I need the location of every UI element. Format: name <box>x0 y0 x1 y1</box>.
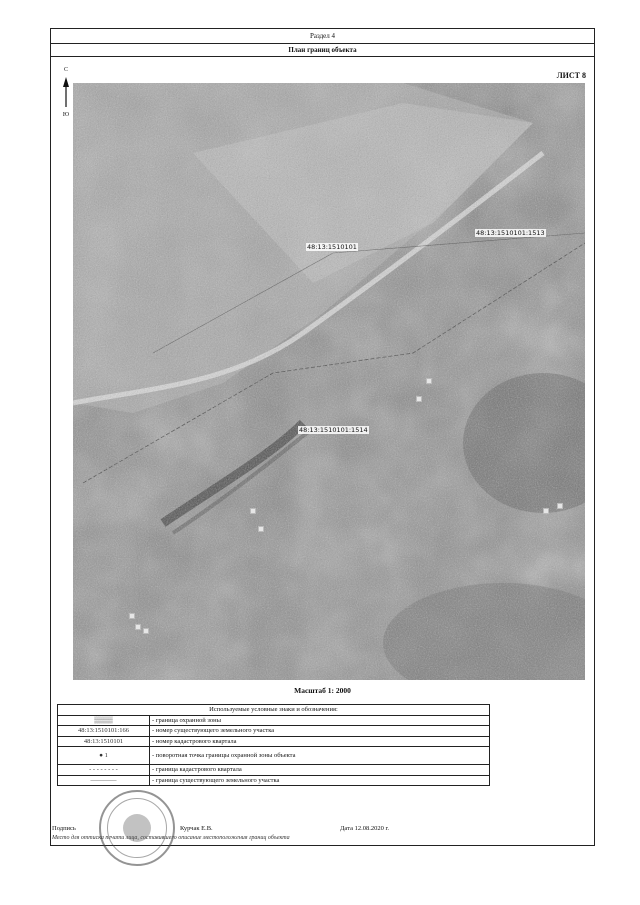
legend-desc: - поворотная точка границы охранной зоны объекта <box>150 747 490 765</box>
north-arrow-icon <box>59 67 73 137</box>
legend-symbol-zone: ▒▒▒▒ <box>58 715 150 726</box>
document-frame <box>50 28 595 846</box>
legend-table <box>57 704 490 786</box>
boundary-point <box>135 624 141 630</box>
legend-row <box>58 715 490 726</box>
boundary-point <box>543 508 549 514</box>
sheet-label: ЛИСТ 8 <box>556 71 586 80</box>
orthophoto-map <box>73 83 585 680</box>
north-label: С <box>63 67 68 73</box>
legend-desc: - граница охранной зоны <box>150 715 490 726</box>
south-label: Ю <box>62 112 70 118</box>
boundary-point <box>426 378 432 384</box>
signature-label: Подпись <box>52 825 76 832</box>
signature-date: Дата 12.08.2020 г. <box>340 825 390 832</box>
legend-desc: - номер кадастрового квартала <box>150 736 490 747</box>
seal-stamp <box>99 790 175 866</box>
parcel-label-1514: 48:13:1510101:1514 <box>299 426 368 434</box>
legend-symbol-quarter: 48:13:1510101 <box>58 736 150 747</box>
north-arrow <box>59 67 73 137</box>
parcel-label-quarter: 48:13:1510101 <box>307 243 357 251</box>
boundary-point <box>129 613 135 619</box>
boundary-point <box>143 628 149 634</box>
boundary-point <box>557 503 563 509</box>
legend-title: Используемые условные знаки и обозначения: <box>58 705 490 716</box>
legend-row <box>58 726 490 737</box>
boundary-point <box>250 508 256 514</box>
legend-row <box>58 765 490 776</box>
plan-title: План границ объекта <box>51 44 594 57</box>
legend-desc: - номер существующего земельного участка <box>150 726 490 737</box>
legend-row <box>58 775 490 786</box>
legend-symbol-quarter-border: - - - - - - - - <box>58 765 150 776</box>
legend-row <box>58 747 490 765</box>
signer-name: Курчак Е.В. <box>180 825 213 832</box>
legend-desc: - граница кадастрового квартала <box>150 765 490 776</box>
map-background <box>73 83 585 680</box>
legend-symbol-parcel: 48:13:1510101:166 <box>58 726 150 737</box>
parcel-label-1513: 48:13:1510101:1513 <box>476 229 545 237</box>
stamp-note: Место для оттиска печати лица, составившего описание местоположения границ объекта <box>52 835 290 841</box>
legend-symbol-parcel-border: ———— <box>58 775 150 786</box>
legend-row <box>58 736 490 747</box>
legend-desc: - граница существующего земельного участка <box>150 775 490 786</box>
legend-symbol-point: ● 1 <box>58 747 150 765</box>
section-header: Раздел 4 <box>51 29 594 44</box>
map-scale: Масштаб 1: 2000 <box>294 686 351 695</box>
boundary-point <box>258 526 264 532</box>
boundary-point <box>416 396 422 402</box>
